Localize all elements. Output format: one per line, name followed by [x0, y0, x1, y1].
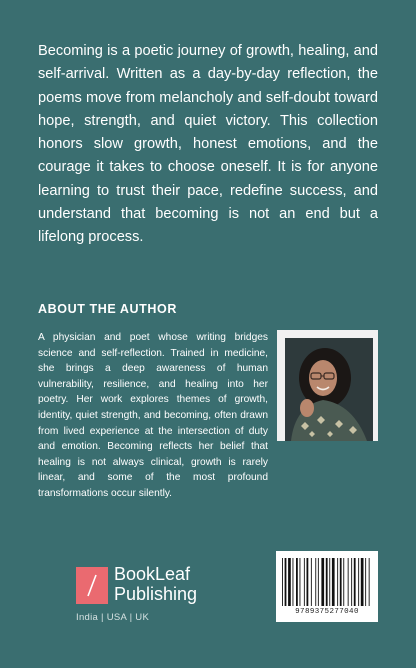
- publisher-name-line1: BookLeaf: [114, 564, 191, 584]
- barcode-bar: [329, 558, 330, 606]
- barcode-bar: [321, 558, 324, 606]
- barcode-bar: [315, 558, 316, 606]
- about-author-heading: ABOUT THE AUTHOR: [38, 302, 177, 316]
- barcode-bar: [332, 558, 335, 606]
- barcode-bar: [318, 558, 319, 606]
- barcode-bar: [326, 558, 328, 606]
- barcode-bar: [282, 558, 283, 606]
- barcode-bar: [340, 558, 342, 606]
- barcode-icon: [282, 558, 372, 606]
- barcode-bar: [307, 558, 309, 606]
- publisher-name: [114, 564, 234, 604]
- barcode-bar: [369, 558, 370, 606]
- barcode-bar: [361, 558, 364, 606]
- barcode-bar: [285, 558, 287, 606]
- barcode-bar: [296, 558, 298, 606]
- barcode-bar: [300, 558, 301, 606]
- barcode-bar: [365, 558, 366, 606]
- publisher-regions: India | USA | UK: [76, 612, 150, 623]
- book-blurb: Becoming is a poetic journey of growth, healing, and self-arrival. Written as a day-by-day reflection, the poems move from melancholy and self-doubt toward hope, strength, and quiet victory. This collection honors slow growth, honest emotions, and the courage it takes to choose oneself. It is for anyone learning to trust their pace, redefine success, and understand that becoming is not an end but a lifelong process.: [38, 43, 378, 246]
- barcode-bar: [358, 558, 359, 606]
- publisher-name-line2: Publishing: [114, 584, 198, 604]
- isbn-number: 9789375277040: [295, 608, 359, 616]
- barcode-bar: [288, 558, 291, 606]
- author-photo: [277, 330, 378, 441]
- barcode-bar: [337, 558, 338, 606]
- slash-logo-icon: [76, 567, 108, 604]
- barcode-bar: [311, 558, 312, 606]
- barcode-bar: [343, 558, 344, 606]
- barcode-bar: [348, 558, 349, 606]
- isbn-barcode: [276, 551, 378, 622]
- barcode-bar: [304, 558, 305, 606]
- barcode-bar: [293, 558, 294, 606]
- barcode-bar: [351, 558, 352, 606]
- author-bio: A physician and poet whose writing bridges science and self-reflection. Trained in medicine, she brings a deep awareness of human vulnerability, resilience, and healing into her poetry. Her work explores themes of growth, identity, quiet strength, and becoming, often drawn from lived experience at the intersection of duty and emotion. Becoming reflects her belief that healing is not always clinical, growth is rarely linear, and some of the most profound transformations occur silently.: [38, 332, 268, 499]
- barcode-bar: [354, 558, 356, 606]
